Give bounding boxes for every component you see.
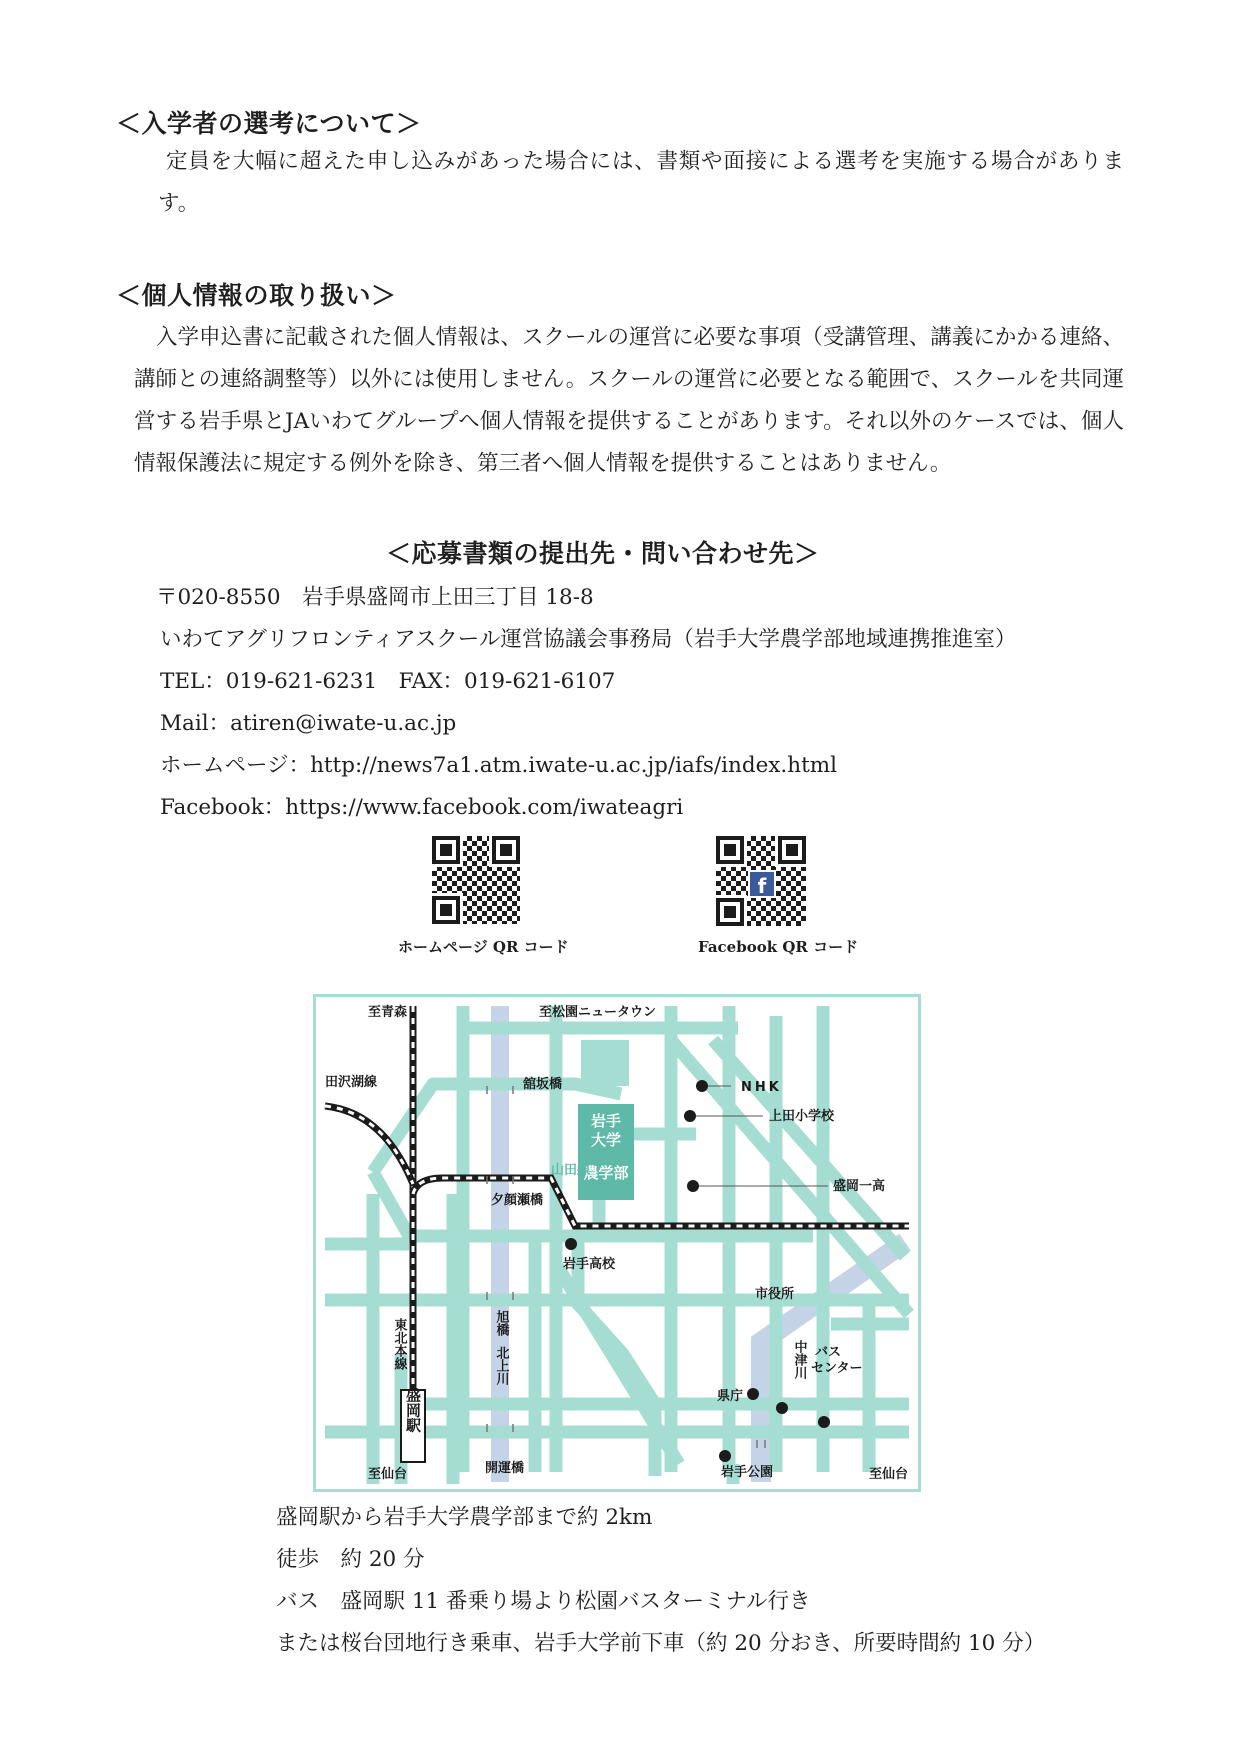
map-label-asahi-bridge: 旭橋 <box>493 1310 509 1336</box>
access-bus: バス 盛岡駅 11 番乗り場より松園バスターミナル行き <box>276 1589 811 1614</box>
ueda-school-dot <box>684 1110 696 1122</box>
nhk-dot <box>696 1080 708 1092</box>
privacy-heading: ＜個人情報の取り扱い＞ <box>116 281 397 310</box>
qr-finder-pattern <box>716 836 744 864</box>
map-label-yamada-line: 山田線 <box>551 1163 591 1178</box>
qr-finder-pattern <box>716 898 744 926</box>
facebook-logo-icon: f <box>748 870 776 898</box>
contact-office: いわてアグリフロンティアスクール運営協議会事務局（岩手大学農学部地域連携推進室） <box>160 627 1017 652</box>
map-label-kaiun-bridge: 開運橋 <box>485 1461 525 1476</box>
map-label-nakatsu-river: 中津川 <box>791 1340 807 1379</box>
iwate-high-dot <box>565 1238 577 1250</box>
access-bus-detail: または桜台団地行き乗車、岩手大学前下車（約 20 分おき、所要時間約 10 分） <box>276 1631 1046 1656</box>
map-label-nogakubu: 農学部 <box>583 1164 629 1182</box>
map-label-nhk: NHK <box>741 1080 782 1095</box>
map-label-to-matsuzono: 至松園ニュータウン <box>539 1005 657 1020</box>
contact-mail[interactable]: Mail：atiren@iwate-u.ac.jp <box>160 711 457 736</box>
map-label-morioka-ichiko: 盛岡一高 <box>833 1179 886 1194</box>
map-label-tatesaka-bridge: 舘坂橋 <box>523 1077 563 1092</box>
access-walk: 徒歩 約 20 分 <box>276 1547 425 1572</box>
homepage-qr-caption: ホームページ QR コード <box>398 938 569 956</box>
contact-homepage[interactable]: ホームページ：http://news7a1.atm.iwate-u.ac.jp/iafs/index.html <box>160 753 838 778</box>
map-label-to-sendai-left: 至仙台 <box>368 1467 408 1482</box>
map-label-iwate: 岩手 <box>590 1112 622 1130</box>
contact-facebook[interactable]: Facebook：https://www.facebook.com/iwateagri <box>160 795 684 820</box>
map-label-tohoku-line: 東北本線 <box>391 1318 407 1370</box>
map-label-city-hall: 市役所 <box>755 1287 795 1302</box>
facebook-qr-caption: Facebook QR コード <box>698 938 859 956</box>
qr-finder-pattern <box>778 836 806 864</box>
map-label-kitakami-river: 北上川 <box>493 1346 509 1385</box>
map-label-prefectural-office: 県庁 <box>717 1389 744 1404</box>
qr-finder-pattern <box>432 896 460 924</box>
prefectural-office-dot <box>747 1388 759 1400</box>
kitakami-river-shape <box>491 1006 509 1482</box>
morioka-ichiko-dot <box>687 1180 699 1192</box>
map-label-tazawako-line: 田沢湖線 <box>325 1075 378 1090</box>
map-label-to-aomori: 至青森 <box>368 1005 408 1020</box>
map-label-center: センター <box>811 1361 863 1376</box>
map-label-ueda-school: 上田小学校 <box>769 1109 835 1124</box>
facebook-qr-code <box>716 836 806 926</box>
selection-body: 定員を大幅に超えた申し込みがあった場合には、書類や面接による選考を実施する場合があります。 <box>158 149 1124 216</box>
iwate-park-dot <box>719 1450 731 1462</box>
qr-finder-pattern <box>432 836 460 864</box>
access-distance: 盛岡駅から岩手大学農学部まで約 2km <box>276 1505 653 1530</box>
homepage-qr-code <box>432 836 520 924</box>
map-label-yugao-bridge: 夕顔瀬橋 <box>491 1193 544 1208</box>
campus-block-north <box>581 1040 629 1086</box>
map-label-iwate-park: 岩手公園 <box>721 1465 774 1480</box>
privacy-body: 入学申込書に記載された個人情報は、スクールの運営に必要な事項（受講管理、講義にかかる連絡、講師との連絡調整等）以外には使用しません。スクールの運営に必要となる範囲で、スクールを共同運営する岩手県とJAいわてグループへ個人情報を提供することがあります。それ以外のケースでは、個人情報保護法に規定する例外を除き、第三者へ個人情報を提供することはありません。 <box>134 325 1124 476</box>
map-label-iwate-high: 岩手高校 <box>563 1257 616 1272</box>
contact-address: 〒020-8550 岩手県盛岡市上田三丁目 18-8 <box>156 585 594 610</box>
map-label-morioka-station: 盛岡駅 <box>404 1387 422 1433</box>
qr-finder-pattern <box>492 836 520 864</box>
access-map <box>313 994 923 1492</box>
contact-phone: TEL：019-621-6231 FAX：019-621-6107 <box>160 669 616 694</box>
selection-heading: ＜入学者の選考について＞ <box>116 109 422 138</box>
map-label-to-sendai-right: 至仙台 <box>869 1467 909 1482</box>
map-label-daigaku: 大学 <box>590 1131 622 1149</box>
bus-center-dot <box>818 1416 830 1428</box>
city-hall-dot <box>776 1402 788 1414</box>
map-label-bus: バス <box>815 1345 842 1360</box>
contact-heading: ＜応募書類の提出先・問い合わせ先＞ <box>386 539 820 568</box>
